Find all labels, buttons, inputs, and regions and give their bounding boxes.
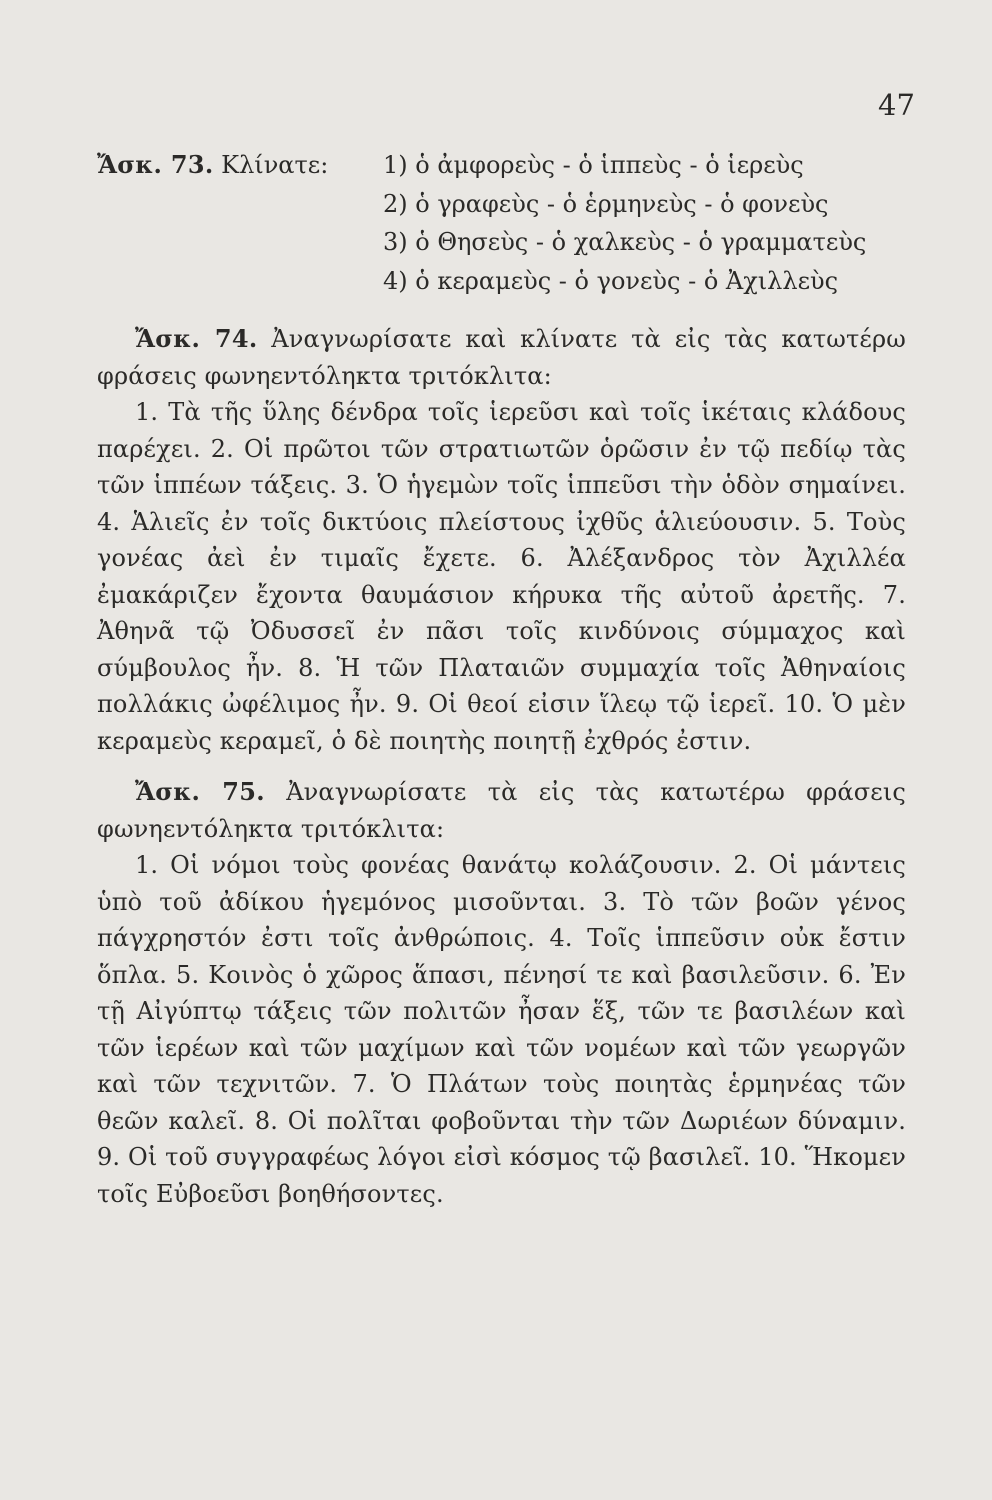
exercise-73-heading [97,146,328,184]
exercise-75 [97,774,906,1212]
exercise-74-label: Ἄσκ. 74. [135,324,258,353]
page-number: 47 [878,88,915,122]
exercise-73-item-4: 4) ὁ κεραμεὺς - ὁ γονεὺς - ὁ Ἀχιλλεὺς [383,266,839,295]
exercise-74-sentences: 1. Τὰ τῆς ὕλης δένδρα τοῖς ἱερεῦσι καὶ τοῖς ἱκέταις κλάδους παρέχει. 2. Οἱ πρῶτοι τῶν στρατιωτῶν ὁρῶσιν ἐν τῷ πεδίῳ τὰς τῶν ἱππέων τάξεις. 3. Ὁ ἡγεμὼν τοῖς ἱππεῦσι τὴν ὁδὸν σημαίνει. 4. Ἁλιεῖς ἐν τοῖς δικτύοις πλείστους ἰχθῦς ἁλιεύουσιν. 5. Τοὺς γονέας ἀεὶ ἐν τιμαῖς ἔχετε. 6. Ἀλέξανδρος τὸν Ἀχιλλέα ἐμακάριζεν ἔχοντα θαυμάσιον κήρυκα τῆς αὐτοῦ ἀρετῆς. 7. Ἀθηνᾶ τῷ Ὀδυσσεῖ ἐν πᾶσι τοῖς κινδύνοις σύμμαχος καὶ σύμβουλος ἦν. 8. Ἡ τῶν Πλαταιῶν συμμαχία τοῖς Ἀθηναίοις πολλάκις ὠφέλιμος ἦν. 9. Οἱ θεοί εἰσιν ἵλεῳ τῷ ἱερεῖ. 10. Ὁ μὲν κεραμεὺς κεραμεῖ, ὁ δὲ ποιητὴς ποιητῇ ἐχθρός ἐστιν. [97,398,906,755]
exercise-74-instruction: Ἀναγνωρίσατε καὶ κλίνατε τὰ εἰς τὰς κατωτέρω φράσεις φωνηεντόληκτα τριτόκλιτα: [97,325,906,390]
exercise-75-label: Ἄσκ. 75. [135,777,265,806]
exercise-73-item-1: 1) ὁ ἀμφορεὺς - ὁ ἱππεὺς - ὁ ἱερεὺς [383,151,804,179]
exercise-73-item-2: 2) ὁ γραφεὺς - ὁ ἑρμηνεὺς - ὁ φονεὺς [383,189,829,218]
exercise-75-heading [97,774,906,847]
exercise-73-instruction: Κλίνατε: [221,151,329,179]
exercise-73-item-3: 3) ὁ Θησεὺς - ὁ χαλκεὺς - ὁ γραμματεὺς [383,228,867,256]
exercise-73-label: Ἄσκ. 73. [97,150,214,179]
exercise-74 [97,321,906,759]
exercise-74-heading [97,321,906,394]
exercise-75-instruction: Ἀναγνωρίσατε τὰ εἰς τὰς κατωτέρω φράσεις φωνηεντόληκτα τριτόκλιτα: [97,778,906,843]
exercise-75-sentences: 1. Οἱ νόμοι τοὺς φονέας θανάτῳ κολάζουσιν. 2. Οἱ μάντεις ὑπὸ τοῦ ἀδίκου ἡγεμόνος μισοῦνται. 3. Τὸ τῶν βοῶν γένος πάγχρηστόν ἐστι τοῖς ἀνθρώποις. 4. Τοῖς ἱππεῦσιν οὐκ ἔστιν ὅπλα. 5. Κοινὸς ὁ χῶρος ἅπασι, πένησί τε καὶ βασιλεῦσιν. 6. Ἐν τῇ Αἰγύπτῳ τάξεις τῶν πολιτῶν ἦσαν ἕξ, τῶν τε βασιλέων καὶ τῶν ἱερέων καὶ τῶν μαχίμων καὶ τῶν νομέων καὶ τῶν γεωργῶν καὶ τῶν τεχνιτῶν. 7. Ὁ Πλάτων τοὺς ποιητὰς ἑρμηνέας τῶν θεῶν καλεῖ. 8. Οἱ πολῖται φοβοῦνται τὴν τῶν Δωριέων δύναμιν. 9. Οἱ τοῦ συγγραφέως λόγοι εἰσὶ κόσμος τῷ βασιλεῖ. 10. Ἥκομεν τοῖς Εὐβοεῦσι βοηθήσοντες. [97,851,906,1208]
